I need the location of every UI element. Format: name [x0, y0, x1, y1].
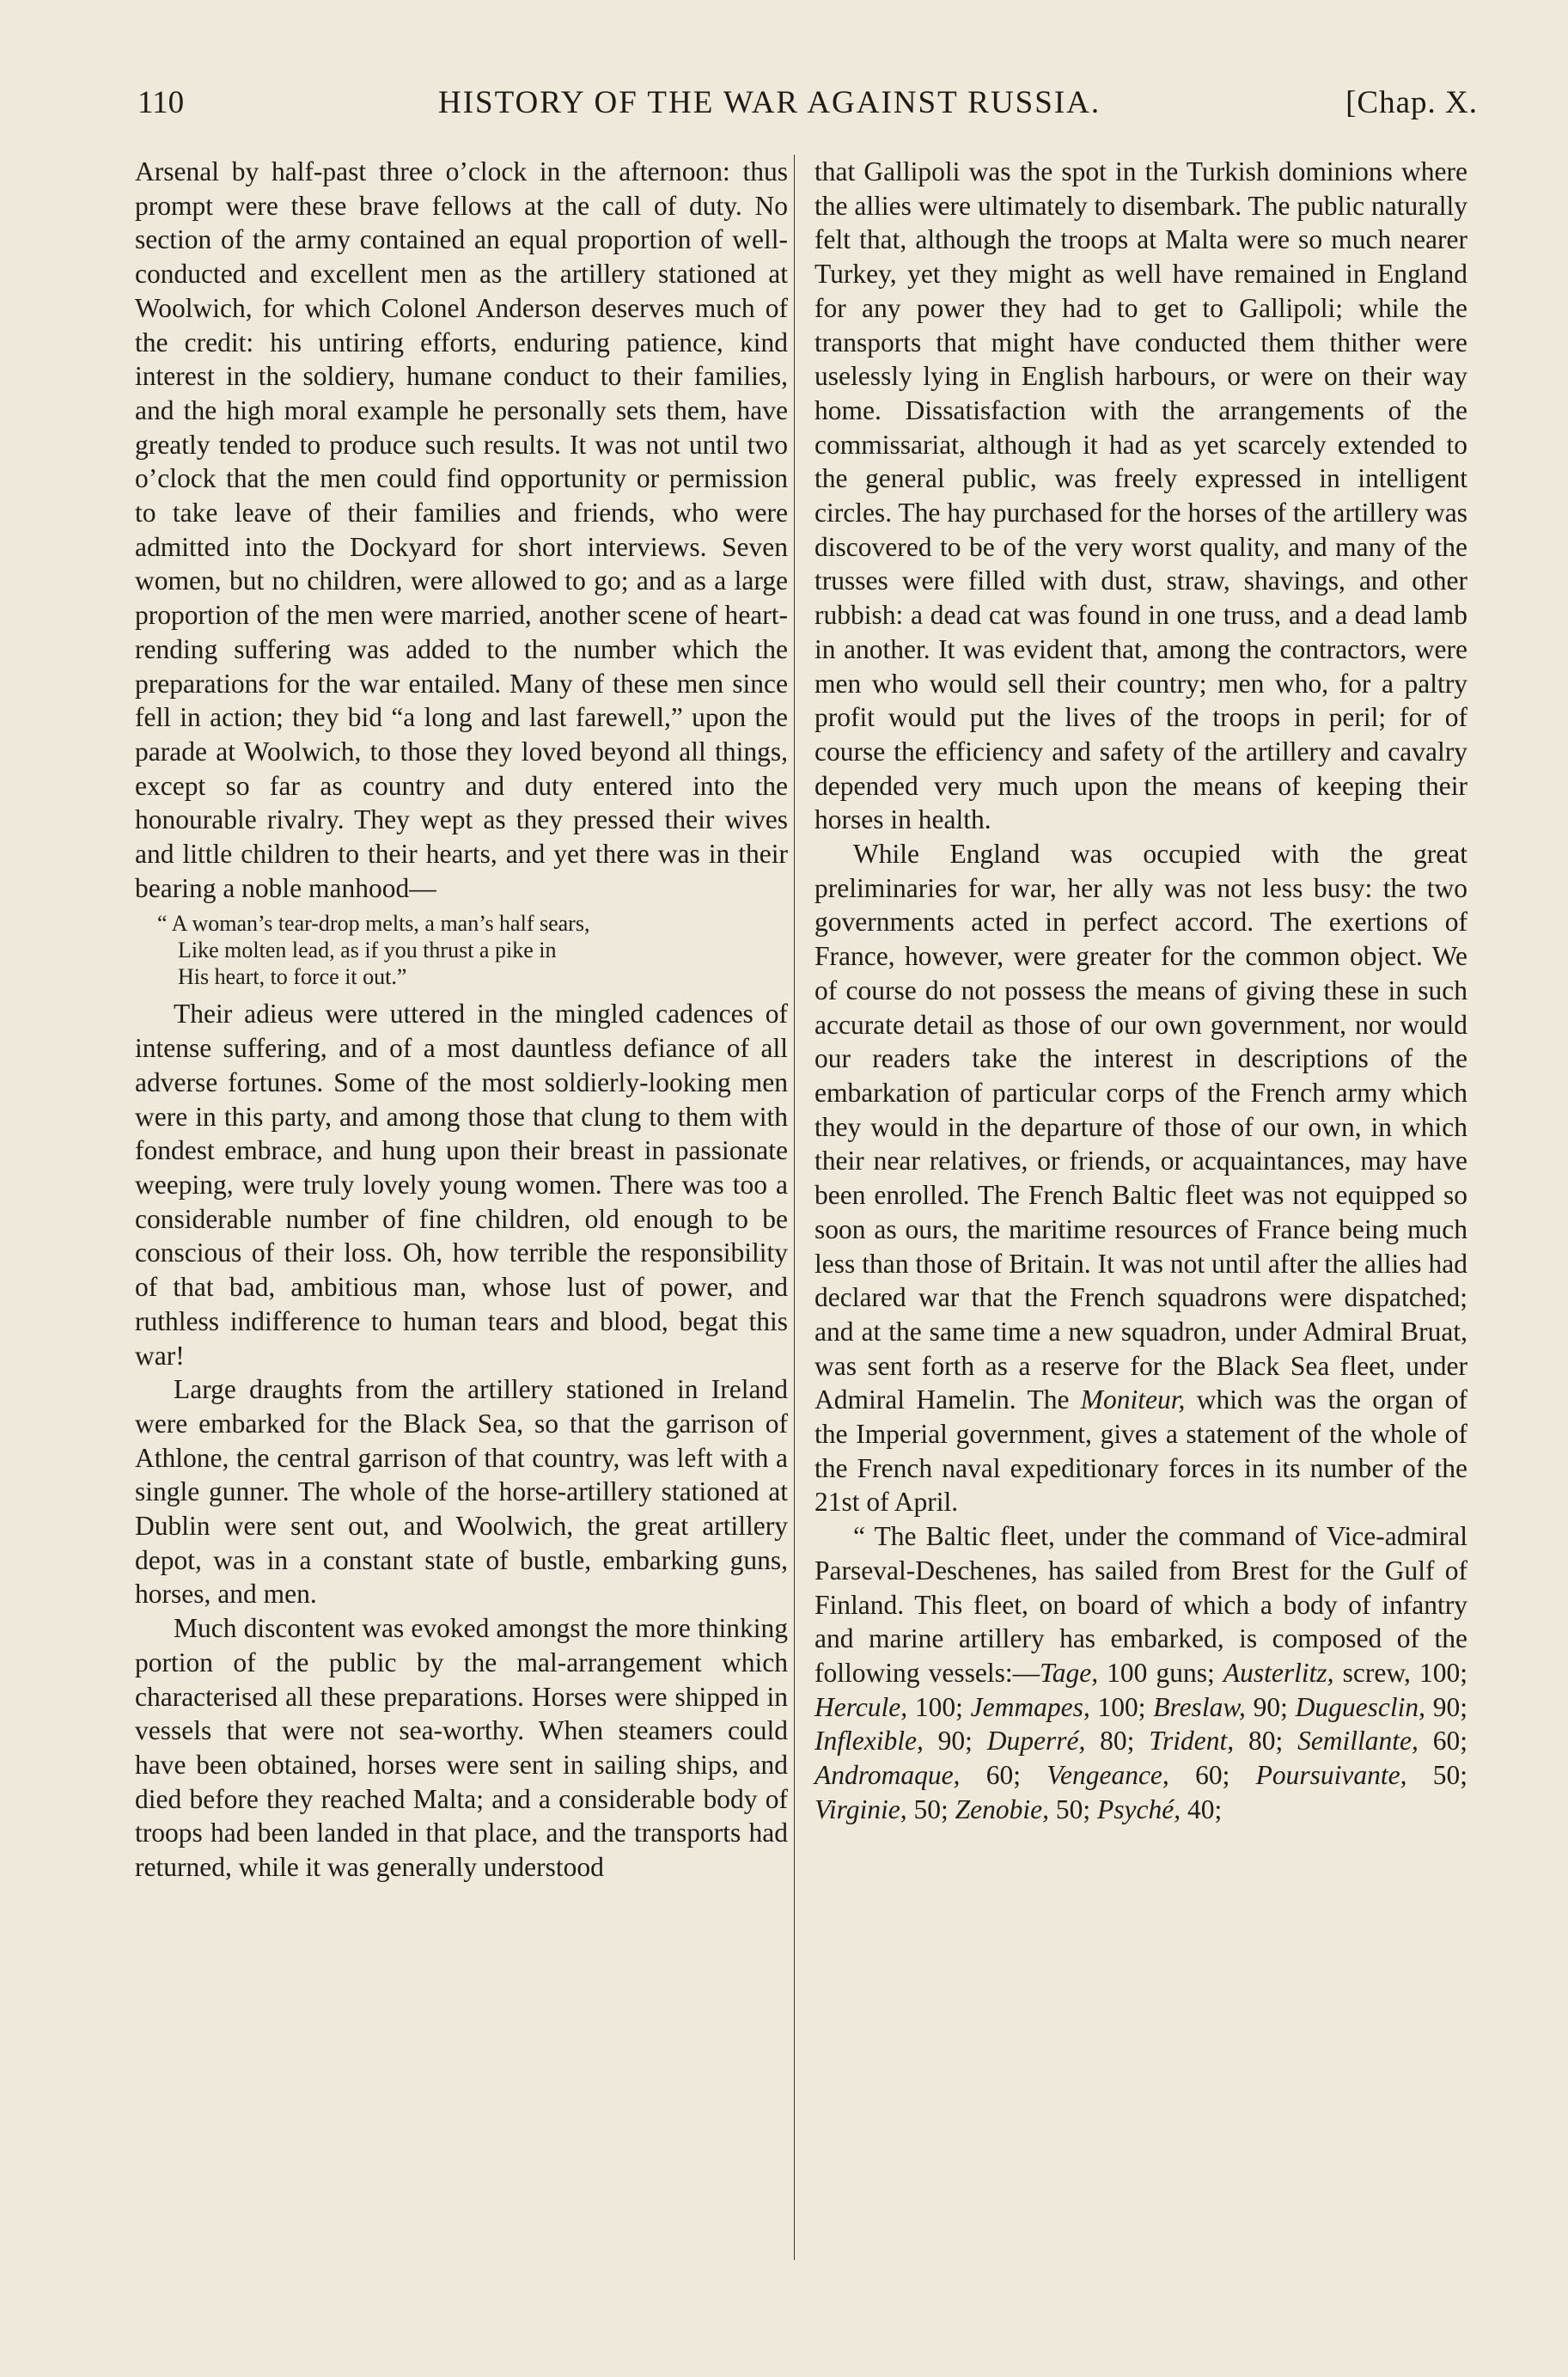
- paragraph: Large draughts from the artillery stationed in Ireland were embarked for the Black Sea, so that the garrison of Athlone, the central garrison of that country, was left with a single gunner. The whole of the horse-artillery stationed at Dublin were sent out, and Woolwich, the great artillery depot, was in a constant state of bustle, embarking guns, horses, and men.: [135, 1374, 788, 1610]
- ship-guns: 60;: [1418, 1726, 1467, 1757]
- ship-name: Tage,: [1040, 1657, 1099, 1688]
- ship-name: Andromaque,: [815, 1760, 961, 1791]
- ship-name: Zenobie,: [955, 1793, 1049, 1824]
- ship-guns: 50;: [906, 1793, 955, 1824]
- paragraph: Their adieus were uttered in the mingled cadences of intense suffering, and of a most dauntless defiance of all adverse fortunes. Some of the most soldierly-looking men were in this party, and among those that clung to them with fondest embrace, and hung upon their breast in passionate weeping, were truly lovely young women. There was too a considerable number of fine children, old enough to be conscious of their loss. Oh, how terrible the responsibility of that bad, ambitious man, whose lust of power, and ruthless indifference to human tears and blood, begat this war!: [135, 999, 788, 1371]
- ship-guns: 60;: [1168, 1760, 1256, 1791]
- ship-name: Austerlitz,: [1223, 1657, 1334, 1688]
- column-divider: [794, 155, 795, 2260]
- right-column: [815, 155, 1467, 1826]
- running-header: [137, 84, 1478, 136]
- quote-line: Like molten lead, as if you thrust a pike in: [178, 938, 557, 963]
- paragraph-text: “ The Baltic fleet, under the command of Vice-admiral Parseval-Deschenes, has sailed from Brest for the Gulf of Finland. This fleet, on board of which a body of infantry and marine artillery has embarked, is composed of the following vessels:—: [815, 1521, 1467, 1688]
- ship-name: Semillante,: [1297, 1726, 1419, 1757]
- ship-name: Duguesclin,: [1295, 1691, 1425, 1722]
- paragraph: Arsenal by half-past three o’clock in the afternoon: thus prompt were these brave fellows at the call of duty. No section of the army contained an equal proportion of well-conducted and excellent men as the artillery stationed at Woolwich, for which Colonel Anderson deserves much of the credit: his untiring efforts, enduring patience, kind interest in the soldiery, humane conduct to their families, and the high moral example he personally sets them, have greatly tended to produce such results. It was not until two o’clock that the men could find opportunity or permission to take leave of their families and friends, who were admitted into the Dockyard for short interviews. Seven women, but no children, were allowed to go; and as a large proportion of the men were married, another scene of heart-rending suffering was added to the number which the preparations for the war entailed. Many of these men since fell in action; they bid “a long and last farewell,” upon the parade at Woolwich, to those they loved beyond all things, except so far as country and duty entered into the honourable rivalry. They wept as they pressed their wives and little children to their hearts, and yet there was in their bearing a noble manhood—: [135, 156, 788, 903]
- ship-name: Trident,: [1149, 1726, 1235, 1757]
- ship-name: Psyché,: [1097, 1793, 1181, 1824]
- ship-guns: 60;: [960, 1760, 1047, 1791]
- ship-guns: 50;: [1406, 1760, 1467, 1791]
- ship-guns: 90;: [1245, 1691, 1296, 1722]
- ship-guns: 80;: [1234, 1726, 1298, 1757]
- quote-line: His heart, to force it out.”: [178, 964, 407, 990]
- ship-guns: 50;: [1048, 1793, 1097, 1824]
- running-title: HISTORY OF THE WAR AGAINST RUSSIA.: [438, 85, 1101, 120]
- chapter-label: [Chap. X.: [1345, 85, 1478, 120]
- paragraph: Much discontent was evoked amongst the more thinking portion of the public by the mal-arrangement which characterised all these preparations. Horses were shipped in vessels that were not sea-worthy. When steamers could have been obtained, horses were sent in sailing ships, and died before they reached Malta; and a considerable body of troops had been landed in that place, and the transports had returned, while it was generally understood: [135, 1613, 788, 1883]
- ship-guns: 40;: [1181, 1793, 1223, 1824]
- ship-guns: 100;: [907, 1691, 971, 1722]
- ship-name: Vengeance,: [1046, 1760, 1169, 1791]
- ship-name: Poursuivante,: [1255, 1760, 1407, 1791]
- ship-name: Breslaw,: [1153, 1691, 1246, 1722]
- verse-quote: [157, 910, 788, 990]
- paragraph-ship-list: [815, 1519, 1467, 1826]
- page-number: 110: [137, 85, 185, 120]
- ship-guns: screw, 100;: [1333, 1657, 1467, 1688]
- paragraph-text: which was the organ of the Imperial government, gives a statement of the whole of the French naval expeditionary forces in its number of the 21st of April.: [815, 1384, 1468, 1518]
- ship-name: Hercule,: [815, 1691, 908, 1722]
- ship-guns: 100;: [1089, 1691, 1154, 1722]
- left-column: [135, 155, 788, 1885]
- ship-guns: 80;: [1085, 1726, 1150, 1757]
- ship-guns: 100 guns;: [1098, 1657, 1223, 1688]
- ship-name: Duperré,: [986, 1726, 1086, 1757]
- ship-name: Jemmapes,: [970, 1691, 1090, 1722]
- ship-guns: 90;: [1425, 1691, 1467, 1722]
- paragraph: [815, 837, 1467, 1519]
- ship-guns: 90;: [923, 1726, 987, 1757]
- text: The: [1027, 1384, 1070, 1415]
- ship-name: Virginie,: [815, 1793, 907, 1824]
- ship-name: Inflexible,: [815, 1726, 924, 1757]
- paragraph-text: While England was occupied with the great preliminaries for war, her ally was not less busy: the two governments acted in perfect accord. The exertions of France, however, were greater for the common object. We of course do not possess the means of giving these in such accurate detail as those of our own government, nor would our readers take the interest in descriptions of the embarkation of particular corps of the French army which they would in the departure of those of our own, in which their near relatives, or friends, or acquaintances, may have been enrolled. The French Baltic fleet was not equipped so soon as ours, the maritime resources of France being much less than those of Britain. It was not until after the allies had declared war that the French squadrons were dispatched; and at the same time a new squadron, under Admiral Bruat, was sent forth as a reserve for the Black Sea fleet, under Admiral Hamelin.: [815, 839, 1467, 1415]
- paragraph: that Gallipoli was the spot in the Turkish dominions where the allies were ultimately to disembark. The public naturally felt that, although the troops at Malta were so much nearer Turkey, yet they might as well have remained in England for any power they had to get to Gallipoli; while the transports that might have conducted them thither were uselessly lying in English harbours, or were on their way home. Dissatisfaction with the arrangements of the commissariat, although it had as yet scarcely extended to the general public, was freely expressed in intelligent circles. The hay purchased for the horses of the artillery was discovered to be of the very worst quality, and many of the trusses were filled with dust, straw, shavings, and other rubbish: a dead cat was found in one truss, and a dead lamb in another. It was evident that, among the contractors, were men who would sell their country; men who, for a paltry profit would put the lives of the troops in peril; for of course the efficiency and safety of the artillery and cavalry depended very much upon the means of keeping their horses in health.: [815, 156, 1467, 835]
- newspaper-title: Moniteur,: [1080, 1384, 1186, 1415]
- quote-line: “ A woman’s tear-drop melts, a man’s half sears,: [157, 911, 590, 937]
